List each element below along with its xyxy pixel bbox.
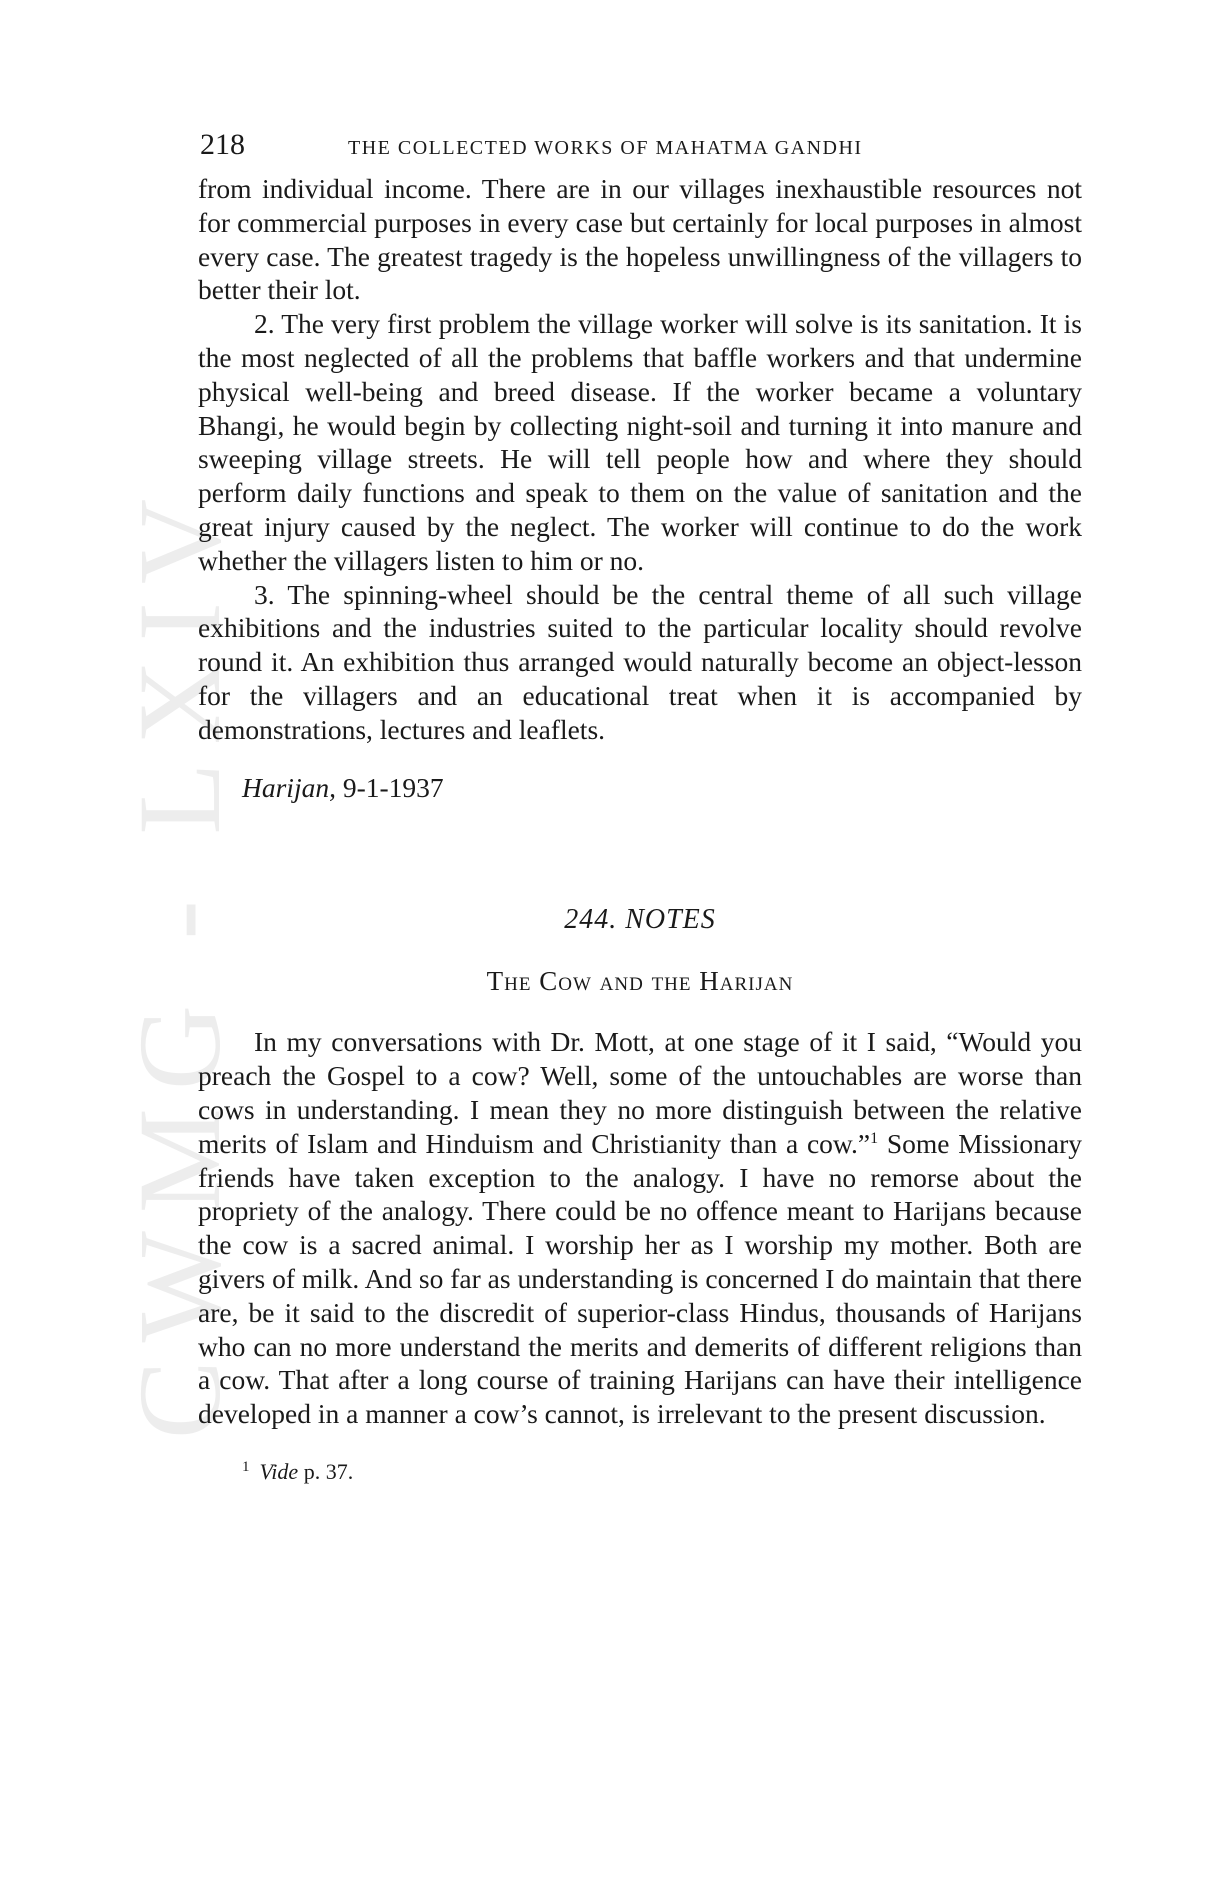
source-date: 9-1-1937 (342, 771, 444, 803)
footnote-reference: 1 (870, 1129, 879, 1147)
article-text-part1: In my conversations with Dr. Mott, at one stage of it I said, “Would you preach the Gospel to a cow? Well, some of the untouchables are worse than cows in understanding. I mean they no more distinguish between the relative merits of Islam and Hinduism and Christianity than a cow.” (198, 1026, 1082, 1159)
page-number: 218 (200, 128, 245, 161)
article-paragraph (198, 1025, 1082, 1431)
article-text-part2: Some Missionary friends have taken exception to the analogy. I have no remorse about the propriety of the analogy. There could be no offence meant to Harijans because the cow is a sacred animal. I worship her as I worship my mother. Both are givers of milk. And so far as understanding is concerned I do maintain that there are, be it said to the discredit of superior-class Hindus, thousands of Harijans who can no more understand the merits and demerits of different religions than a cow. That after a long course of training Harijans can have their intelligence developed in a manner a cow’s cannot, is irrelevant to the present discussion. (198, 1127, 1082, 1430)
paragraph-point-2: 2. The very first problem the village worker will solve is its sanitation. It is the most neglected of all the problems that baffle workers and that undermine physical well-being and breed disease. If the worker became a voluntary Bhangi, he would begin by collecting night-soil and turning it into manure and sweeping village streets. He will tell people how and where they should perform daily functions and speak to them on the value of sanitation and the great injury caused by the neglect. The worker will continue to do the work whether the villagers listen to him or no. (198, 308, 1082, 576)
article-title: 244. NOTES (564, 904, 716, 936)
page-content (198, 128, 1082, 1485)
paragraph-point-3: 3. The spinning-wheel should be the central theme of all such village exhibitions and the industries suited to the particular locality should revolve round it. An exhibition thus arranged would naturally become an object-lesson for the villagers and an educational treat when it is accompanied by demonstrations, lectures and leaflets. (198, 578, 1082, 745)
source-citation (242, 771, 1082, 805)
footnote-mark: 1 (242, 1458, 250, 1475)
source-name: Harijan, (242, 771, 336, 803)
watermark-text: CWMG - LXIV (114, 480, 246, 1440)
section-title: The Cow and the Harijan (486, 966, 794, 997)
footnote-vide: Vide (259, 1458, 299, 1484)
footnote (242, 1459, 1082, 1485)
footnote-text: p. 37. (303, 1458, 354, 1484)
paragraph-continued: from individual income. There are in our villages inexhaustible resources not for commercial purposes in every case but certainly for local purposes in almost every case. The greatest tragedy is the hopeless unwillingness of the villagers to better their lot. (198, 173, 1082, 306)
running-title: THE COLLECTED WORKS OF MAHATMA GANDHI (348, 137, 863, 159)
running-head (198, 128, 1082, 172)
